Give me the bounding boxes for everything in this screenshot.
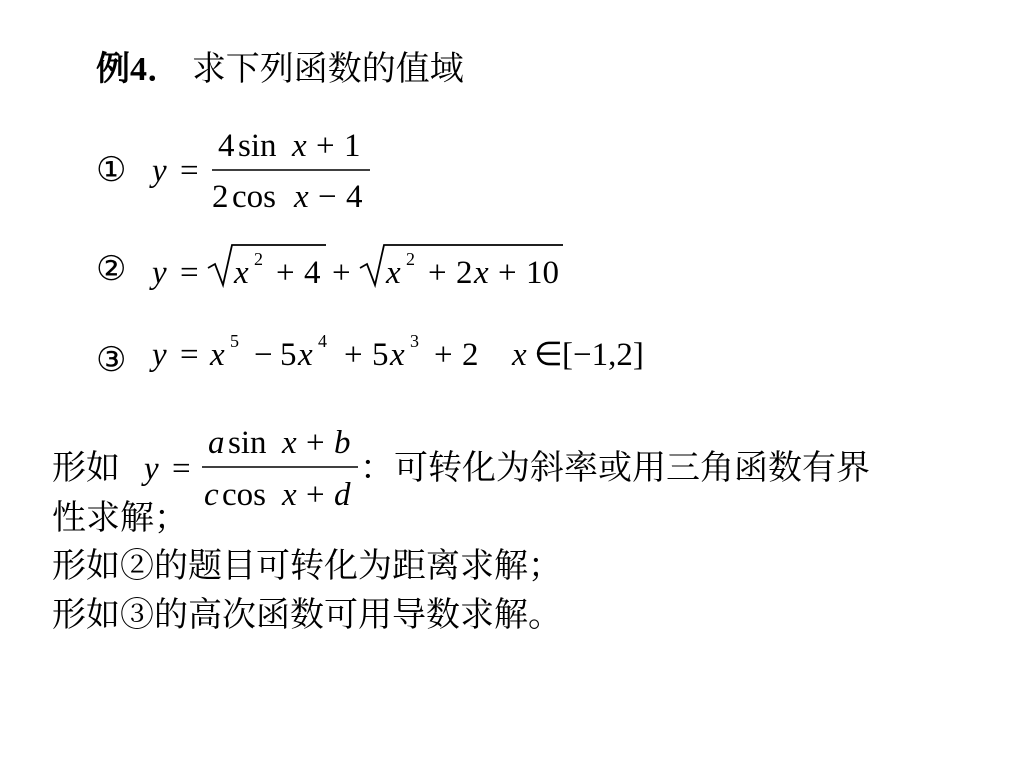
p3-x3: x bbox=[390, 337, 405, 373]
problem-3-formula bbox=[149, 331, 644, 373]
p3-minus: − bbox=[254, 337, 273, 373]
n1-den-c: c bbox=[204, 477, 219, 513]
problem-1-marker: ① bbox=[96, 150, 127, 190]
n1-equals: = bbox=[172, 451, 191, 487]
p3-coef5b: 5 bbox=[372, 337, 389, 373]
p2-t1-exp: 2 bbox=[254, 249, 263, 269]
problem-2-formula bbox=[149, 245, 563, 291]
p3-exp5: 5 bbox=[230, 331, 239, 351]
example-number: 4． bbox=[130, 51, 181, 88]
p1-den-cos: cos bbox=[232, 179, 276, 215]
p2-t2-plus1: + bbox=[428, 255, 447, 291]
p1-num-x: x bbox=[292, 128, 307, 164]
n1-den-d: d bbox=[334, 477, 351, 513]
n1-num-plus: + bbox=[306, 425, 325, 461]
p3-x4: x bbox=[298, 337, 313, 373]
n1-den-cos: cos bbox=[222, 477, 266, 513]
p1-den-x: x bbox=[294, 179, 309, 215]
p1-num-4: 4 bbox=[218, 128, 235, 164]
p3-exp4: 4 bbox=[318, 331, 327, 351]
p1-num-1: 1 bbox=[344, 128, 361, 164]
p2-lhs: y bbox=[152, 255, 167, 291]
p3-x5: x bbox=[210, 337, 225, 373]
note-3: 形如③的高次函数可用导数求解。 bbox=[52, 595, 562, 635]
note-1-prefix: 形如 bbox=[52, 448, 120, 488]
p2-t2-plus2: + bbox=[498, 255, 517, 291]
problem-1-formula bbox=[149, 128, 370, 215]
p1-den-4: 4 bbox=[346, 179, 363, 215]
p3-coef5a: 5 bbox=[280, 337, 297, 373]
p2-t2-exp: 2 bbox=[406, 249, 415, 269]
p1-den-2: 2 bbox=[212, 179, 229, 215]
note-1-continuation: 性求解； bbox=[52, 498, 188, 538]
p2-equals: = bbox=[180, 255, 199, 291]
p3-plus2: + bbox=[434, 337, 453, 373]
p3-plus1: + bbox=[344, 337, 363, 373]
p1-lhs: y bbox=[152, 153, 167, 189]
n1-num-sin: sin bbox=[228, 425, 267, 461]
n1-num-x: x bbox=[282, 425, 297, 461]
problem-3-marker: ③ bbox=[96, 340, 127, 380]
note-1-suffix: ：可转化为斜率或用三角函数有界 bbox=[360, 448, 870, 488]
p2-t2-2: 2 bbox=[456, 255, 473, 291]
n1-den-x: x bbox=[282, 477, 297, 513]
p1-den-minus: − bbox=[318, 179, 337, 215]
p3-domain-interval: [−1,2] bbox=[562, 337, 644, 373]
example-label: 例 bbox=[96, 49, 130, 89]
p2-t1-4: 4 bbox=[304, 255, 321, 291]
n1-num-a: a bbox=[208, 425, 225, 461]
p3-const: 2 bbox=[462, 337, 479, 373]
example-instruction: 求下列函数的值域 bbox=[191, 49, 464, 89]
p2-t2-x2: x bbox=[474, 255, 489, 291]
p3-exp3: 3 bbox=[410, 331, 419, 351]
p1-num-plus: + bbox=[316, 128, 335, 164]
p3-domain-in: ∈ bbox=[534, 337, 563, 373]
n1-num-b: b bbox=[334, 425, 351, 461]
p3-equals: = bbox=[180, 337, 199, 373]
note-2: 形如②的题目可转化为距离求解； bbox=[52, 546, 562, 586]
p2-t1-plus: + bbox=[276, 255, 295, 291]
p2-plus: + bbox=[332, 255, 351, 291]
p3-domain-x: x bbox=[512, 337, 527, 373]
p2-t2-10: 10 bbox=[526, 255, 559, 291]
p3-lhs: y bbox=[152, 337, 167, 373]
problem-2-marker: ② bbox=[96, 249, 127, 289]
n1-lhs: y bbox=[144, 451, 159, 487]
p2-t2-x: x bbox=[386, 255, 401, 291]
p1-equals: = bbox=[180, 153, 199, 189]
p1-num-sin: sin bbox=[238, 128, 277, 164]
n1-den-plus: + bbox=[306, 477, 325, 513]
p2-t1-x: x bbox=[234, 255, 249, 291]
